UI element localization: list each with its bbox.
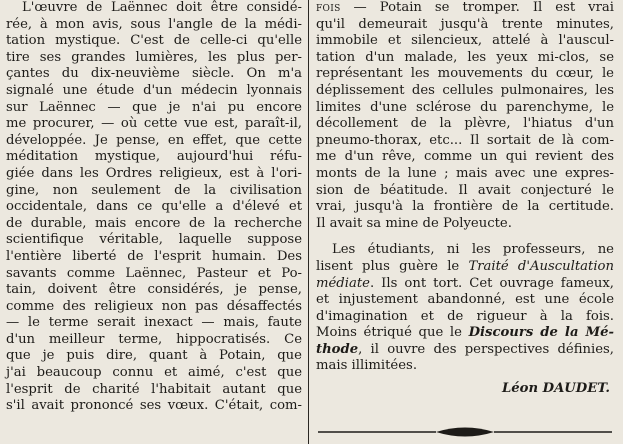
text-line: déplissement des cellules pulmonaires, les bbox=[316, 82, 614, 98]
text-line: me d'un rêve, comme un qui revient des bbox=[316, 149, 614, 165]
text-line: d'imagination et de rigueur à la fois. bbox=[316, 308, 614, 324]
column-divider bbox=[308, 0, 309, 444]
author-last-name: DAUDET. bbox=[542, 381, 610, 397]
text-line: tain, doivent être considérés, je pense, bbox=[6, 282, 302, 298]
text-line bbox=[316, 342, 614, 359]
text-span: Moins étriqué que le bbox=[316, 325, 469, 341]
text-span: lisent plus guère le bbox=[316, 258, 469, 274]
book-title: thode bbox=[316, 341, 359, 357]
text-line: méditation mystique, aujourd'hui réfu- bbox=[6, 149, 302, 165]
text-line: s'il avait prononcé ses vœux. C'était, com- bbox=[6, 398, 302, 414]
text-line: tire ses grandes lumières, les plus per- bbox=[6, 49, 302, 65]
text-span: , il ouvre des perspectives définies, bbox=[358, 341, 614, 357]
text-line: immobile et silencieux, attelé à l'auscul- bbox=[316, 33, 614, 49]
book-title: Traité d'Auscultation bbox=[468, 258, 614, 274]
left-column bbox=[6, 0, 302, 415]
text-line: rée, à mon avis, sous l'angle de la médi- bbox=[6, 16, 302, 32]
text-span: — Potain se tromper. Il est vrai bbox=[340, 0, 614, 15]
text-line: giée dans les Ordres religieux, est à l'ori- bbox=[6, 165, 302, 181]
text-line: — le terme serait inexact — mais, faute bbox=[6, 315, 302, 331]
text-line: de durable, mais encore de la recherche bbox=[6, 215, 302, 231]
text-line: çantes du dix-neuvième siècle. On m'a bbox=[6, 66, 302, 82]
text-line: L'œuvre de Laënnec doit être considé- bbox=[22, 0, 302, 15]
text-line: me procurer, — où cette vue est, paraît-il, bbox=[6, 116, 302, 132]
text-line bbox=[316, 276, 614, 293]
author-signature bbox=[316, 381, 614, 398]
text-line: signalé une étude d'un médecin lyonnais bbox=[6, 82, 302, 98]
text-line: sion de béatitude. Il avait conjecturé le bbox=[316, 182, 614, 198]
text-line: l'esprit de charité l'habitait autant que bbox=[6, 381, 302, 397]
text-line: scientifique véritable, laquelle suppose bbox=[6, 232, 302, 248]
text-line: que je puis dire, quant à Potain, que bbox=[6, 348, 302, 364]
text-line: savants comme Laënnec, Pasteur et Po- bbox=[6, 265, 302, 281]
text-line: Il avait sa mine de Polyeucte. bbox=[316, 215, 512, 231]
smallcaps-word: fois bbox=[316, 0, 341, 15]
book-title: médiate bbox=[316, 275, 370, 291]
text-line bbox=[316, 259, 614, 276]
paragraph-etudiants bbox=[316, 242, 614, 375]
text-line bbox=[316, 0, 614, 17]
text-line: monts de la lune ; mais avec une expres- bbox=[316, 165, 614, 181]
text-line: et injustement abandonné, est une école bbox=[316, 292, 614, 308]
text-line: l'entière liberté de l'esprit humain. Des bbox=[6, 248, 302, 264]
book-title: Discours de la Mé- bbox=[468, 325, 614, 341]
text-line: Les étudiants, ni les professeurs, ne bbox=[332, 242, 614, 258]
text-line: d'un meilleur terme, hippocratisés. Ce bbox=[6, 331, 302, 347]
paragraph-potain bbox=[316, 0, 614, 232]
text-line: tation d'un malade, les yeux mi-clos, se bbox=[316, 49, 614, 65]
text-line: qu'il demeurait jusqu'à trente minutes, bbox=[316, 16, 614, 32]
text-line bbox=[316, 325, 614, 342]
text-line: mais illimitées. bbox=[316, 358, 418, 374]
text-span: . Ils ont tort. Cet ouvrage fameux, bbox=[369, 275, 614, 291]
text-line: occidentale, dans ce qu'elle a d'élevé et bbox=[6, 199, 302, 215]
right-column bbox=[316, 0, 614, 398]
end-ornament-icon bbox=[318, 425, 612, 439]
text-line: pneumo-thorax, etc... Il sortait de là com- bbox=[316, 132, 614, 148]
author-first-name: Léon bbox=[502, 381, 539, 397]
text-line: décollement de la plèvre, l'hiatus d'un bbox=[316, 116, 614, 132]
text-line: gine, non seulement de la civilisation bbox=[6, 182, 302, 198]
text-line: représentant les mouvements du cœur, le bbox=[316, 66, 614, 82]
text-line: comme des religieux non pas désaffectés bbox=[6, 298, 302, 314]
text-line: vrai, jusqu'à la frontière de la certitude. bbox=[316, 199, 614, 215]
text-line: tation mystique. C'est de celle-ci qu'elle bbox=[6, 33, 302, 49]
text-line: j'ai beaucoup connu et aimé, c'est que bbox=[6, 365, 302, 381]
text-line: limites d'une sclérose du parenchyme, le bbox=[316, 99, 614, 115]
text-line: développée. Je pense, en effet, que cette bbox=[6, 132, 302, 148]
text-line: sur Laënnec — que je n'ai pu encore bbox=[6, 99, 302, 115]
